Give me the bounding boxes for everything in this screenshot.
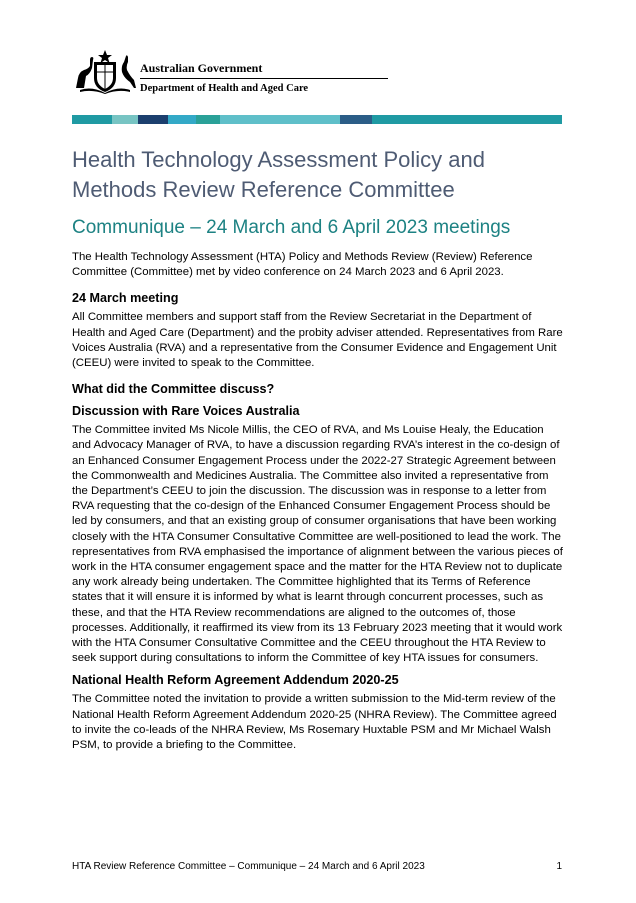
bar-segment (112, 115, 138, 124)
department-name: Department of Health and Aged Care (140, 83, 309, 94)
rare-voices-paragraph: The Committee invited Ms Nicole Millis, the CEO of RVA, and Ms Louise Healy, the Education and Advocacy Manager of RVA, to have a discussion regarding RVA’s interest in the co-design of an Enhanced Consumer Engagement Process under the 2022-27 Strategic Agreement between the Commonwealth and Medicines Australia. The Committee also invited a representative from the Department’s CEEU to join the discussion. The discussion was in response to a letter from RVA requesting that the co-design of the Enhanced Consumer Engagement Process should be led by consumers, and that an existing group of consumer organisations that have been working closely with the HTA Consumer Consultative Committee are well-positioned to lead the work. The representatives from RVA emphasised the importance of alignment between the various pieces of work in the HTA consumer engagement space and the matter for the HTA Review not to duplicate any work already being undertaken. The Committee highlighted that its Terms of Reference states that it will ensure it is informed by what is learnt through concurrent processes, such as these, and that the HTA Review recommendations are aligned to the outcomes of, those processes. Additionally, it reaffirmed its view from its 13 February 2023 meeting that it would work with the HTA Consumer Consultative Committee and the CEEU throughout the HTA Review to seek support during consultations to inform the Committee of key HTA issues for consumers. (72, 424, 563, 665)
document-body (72, 250, 564, 753)
header-color-bar (72, 115, 562, 124)
bar-segment (196, 115, 220, 124)
page-title (72, 145, 572, 205)
government-title-block (140, 61, 388, 96)
nhra-paragraph: The Committee noted the invitation to provide a written submission to the Mid-term review of the National Health Reform Agreement Addendum 2020-25 (NHRA Review). The Committee agreed to invite the co-leads of the NHRA Review, Ms Rosemary Huxtable PSM and Mr Michael Walsh PSM, to provide a briefing to the Committee. (72, 693, 557, 752)
page-footer (72, 860, 562, 874)
subheading-nhra: National Health Reform Agreement Addendum 2020-25 (72, 673, 399, 688)
page-header (72, 48, 562, 108)
bar-segment (340, 115, 372, 124)
intro-paragraph: The Health Technology Assessment (HTA) Policy and Methods Review (Review) Reference Committee (Committee) met by video conference on 24 March 2023 and 6 April 2023. (72, 251, 533, 279)
march-meeting-paragraph: All Committee members and support staff from the Review Secretariat in the Department of Health and Aged Care (Department) and the probity adviser attended. Representatives from Rare Voices Australia (RVA) and a representative from the Consumer Evidence and Engagement Unit (CEEU) were invited to speak to the Committee. (72, 311, 563, 370)
bar-segment (72, 115, 112, 124)
coat-of-arms-icon (72, 48, 138, 94)
title-line-2: Methods Review Reference Committee (72, 177, 455, 202)
bar-segment (138, 115, 168, 124)
section-heading-discussion: What did the Committee discuss? (72, 382, 275, 397)
section-heading-march-meeting: 24 March meeting (72, 291, 179, 306)
bar-segment (372, 115, 562, 124)
page-subtitle: Communique – 24 March and 6 April 2023 meetings (72, 217, 511, 238)
page-number: 1 (556, 861, 562, 872)
bar-segment (168, 115, 196, 124)
title-line-1: Health Technology Assessment Policy and (72, 147, 485, 172)
bar-segment (220, 115, 340, 124)
subheading-rare-voices: Discussion with Rare Voices Australia (72, 404, 300, 419)
government-name: Australian Government (140, 61, 388, 79)
footer-text: HTA Review Reference Committee – Communique – 24 March and 6 April 2023 (72, 861, 425, 872)
